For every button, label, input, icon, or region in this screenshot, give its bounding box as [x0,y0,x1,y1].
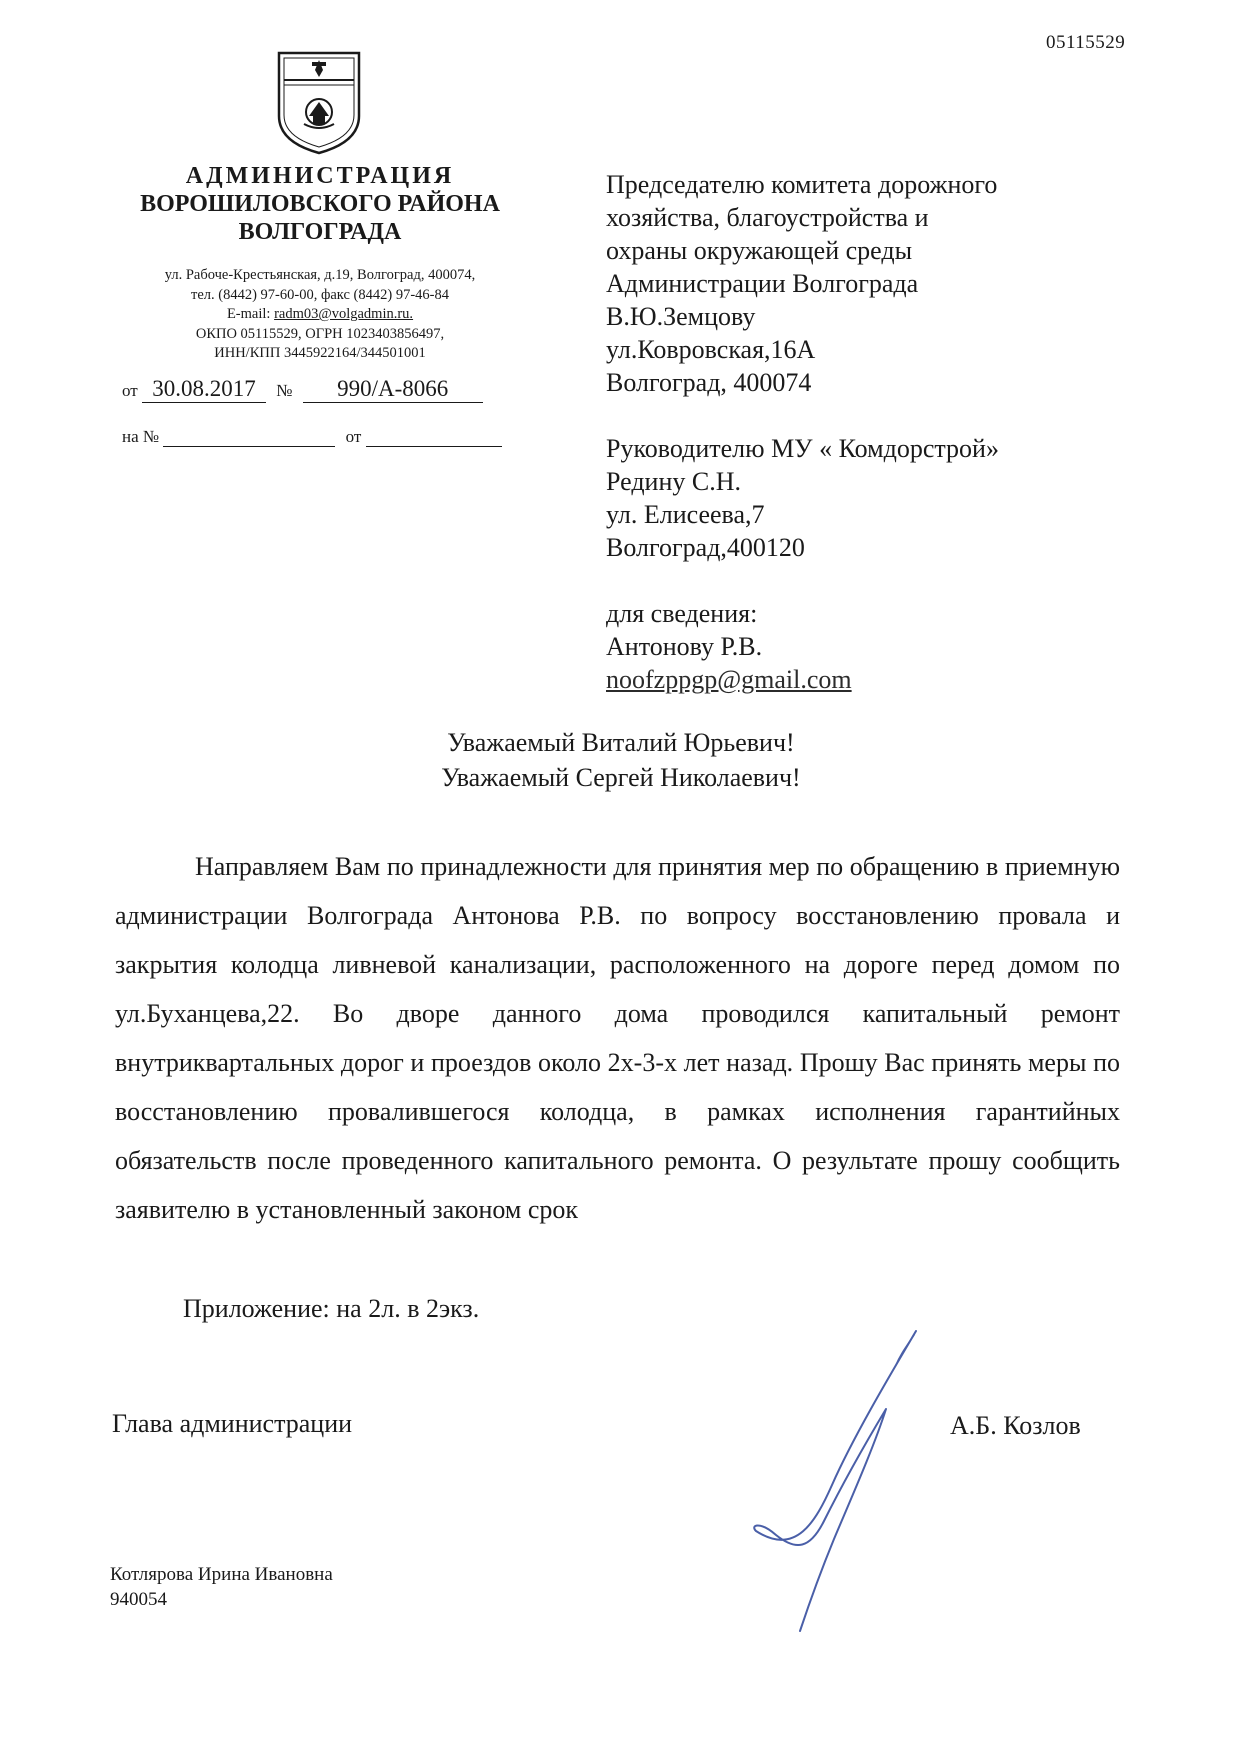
salutation-line-1: Уважаемый Виталий Юрьевич! [447,728,795,757]
cc-email-link[interactable]: noofzppgp@gmail.com [606,665,852,694]
reply-reference [122,422,502,447]
recipient-1-line: В.Ю.Земцову [606,302,756,331]
recipient-1-line: Председателю комитета дорожного [606,170,998,199]
reply-date-prefix: от [345,427,362,446]
recipient-1-line: охраны окружающей среды [606,236,913,265]
date-prefix: от [122,381,138,400]
recipient-1-line: Администрации Волгограда [606,269,919,298]
reply-number-prefix: на № [122,427,160,446]
org-email-row [110,305,530,325]
org-okpo-ogrn: ОКПО 05115529, ОГРН 1023403856497, [195,325,445,342]
coat-of-arms-icon [276,50,362,156]
recipient-block-2 [606,432,999,564]
executor-phone: 940054 [110,1589,167,1610]
outgoing-reference [122,376,483,403]
org-name-line2: ВОРОШИЛОВСКОГО РАЙОНА [140,191,500,217]
number-sign: № [276,381,293,400]
letter-body [115,842,1120,1234]
org-name-line3: ВОЛГОГРАДА [238,219,402,245]
cc-name: Антонову Р.В. [606,632,763,661]
signatory-title: Глава администрации [112,1409,353,1438]
cc-label: для сведения: [606,599,758,628]
outgoing-number: 990/А-8066 [303,376,483,403]
recipient-2-line: ул. Елисеева,7 [606,500,765,529]
org-email-prefix: E-mail: [226,306,275,322]
salutation-line-2: Уважаемый Сергей Николаевич! [441,763,801,792]
organization-details [110,266,530,364]
org-inn-kpp: ИНН/КПП 3445922164/344501001 [214,345,426,361]
body-paragraph: Направляем Вам по принадлежности для принятия мер по обращению в приемную администрации Волгограда Антонова Р.В. по вопросу восстановлению провала и закрытия колодца ливневой канализации, расположенного на дороге перед домом по ул.Буханцева,22. Во дворе данного дома проводился капитальный ремонт внутриквартальных дорог и проездов около 2х-3-х лет назад. Прошу Вас принять меры по восстановлению провалившегося колодца, в рамках исполнения гарантийных обязательств после проведенного капитального ремонта. О результате прошу сообщить заявителю в установленный законом срок [115,852,1120,1224]
recipient-1-line: Волгоград, 400074 [606,368,812,397]
org-name-line1: АДМИНИСТРАЦИЯ [185,163,455,189]
recipient-1-line: ул.Ковровская,16А [606,335,816,364]
document-number: 05115529 [1046,32,1126,53]
recipient-1-line: хозяйства, благоустройства и [606,203,929,232]
signatory-name: А.Б. Козлов [950,1411,1081,1440]
reply-number [163,422,335,447]
org-address: ул. Рабоче-Крестьянская, д.19, Волгоград, 400074, [164,267,476,283]
cc-block [606,597,852,696]
executor-block [110,1562,333,1612]
executor-name: Котлярова Ирина Ивановна [110,1564,333,1585]
reply-date [366,422,502,447]
organization-name [110,162,530,246]
recipient-2-line: Редину С.Н. [606,467,741,496]
org-phone: тел. (8442) 97-60-00, факс (8442) 97-46-84 [191,286,449,303]
org-email-link[interactable]: radm03@volgadmin.ru. [274,306,414,322]
recipient-2-line: Волгоград,400120 [606,533,805,562]
attachment-note: Приложение: на 2л. в 2экз. [183,1294,480,1323]
handwritten-signature [736,1325,926,1637]
outgoing-date: 30.08.2017 [142,376,266,403]
recipient-block-1 [606,168,997,399]
recipient-2-line: Руководителю МУ « Комдорстрой» [606,434,999,463]
